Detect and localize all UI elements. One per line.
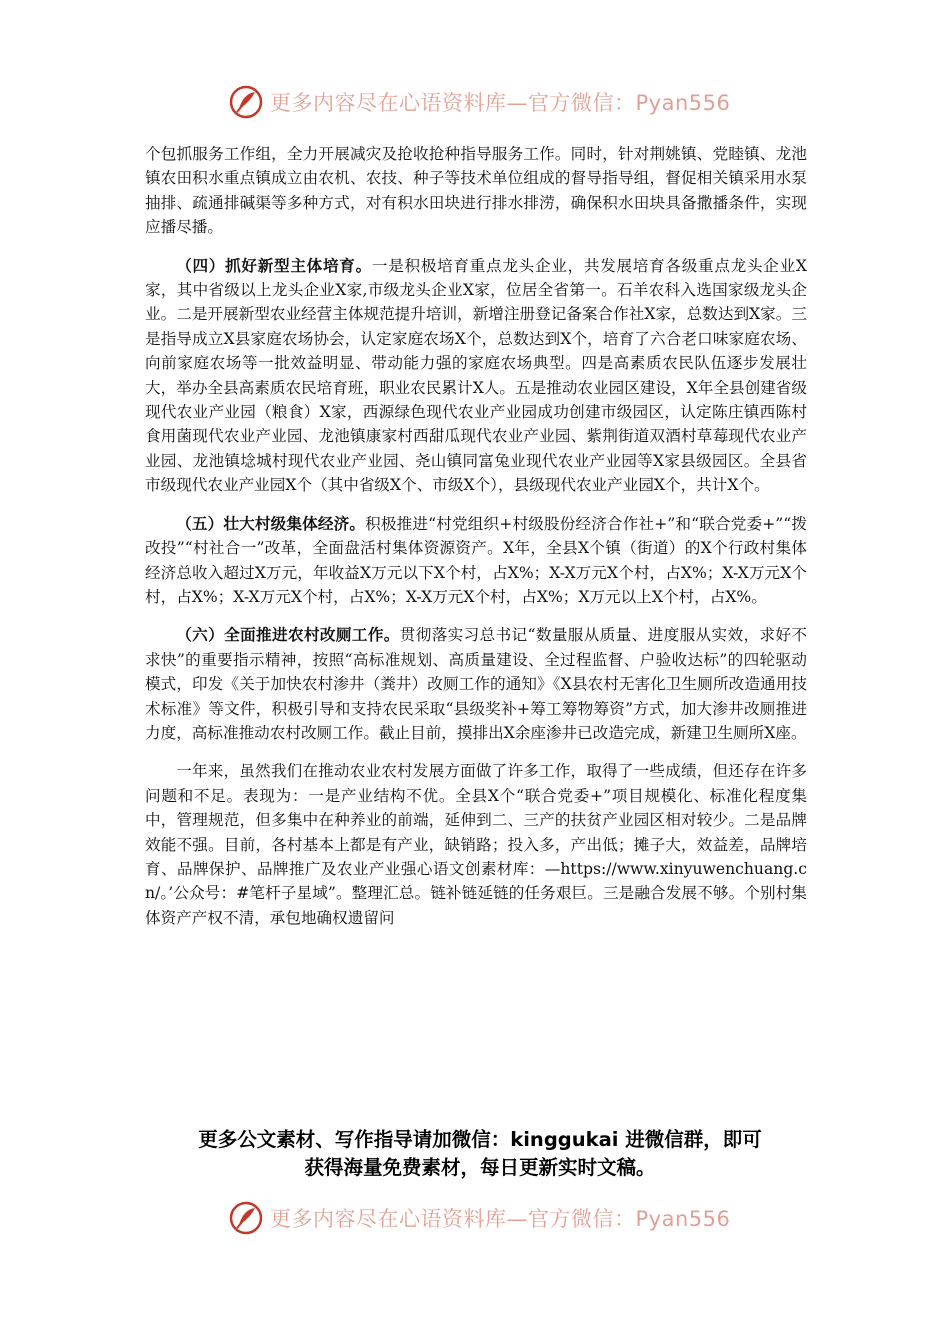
- footer-banner: [228, 1198, 748, 1238]
- footer-banner-text: 更多内容尽在心语资料库—官方微信：Pyan556: [270, 1207, 731, 1231]
- paragraph-2: [145, 254, 807, 498]
- paragraph-4-body: 贯彻落实习总书记“数量服从质量、进度服从实效，求好不求快”的重要指示精神，按照“高标准规划、高质量建设、全过程监督、户验收达标”的四轮驱动模式，印发《关于加快农村渗井（粪井）改厕工作的通知》《X县农村无害化卫生厕所改造通用技术标准》等文件，积极引导和支持农民采取“县级奖补+筹工筹物筹资”方式，加大渗井改厕推进力度，高标准推动农村改厕工作。截止目前，摸排出X余座渗井已改造完成，新建卫生厕所X座。: [145, 626, 807, 742]
- section-heading-6: （六）全面推进农村改厕工作。: [176, 625, 400, 645]
- paragraph-3: [145, 512, 807, 610]
- paragraph-1: [145, 142, 807, 240]
- paragraph-3-body: 积极推进“村党组织+村级股份经济合作社+”和“联合党委+”“拨改投”“村社合一”改革，全面盘活村集体资源资产。X年，全县X个镇（街道）的X个行政村集体经济总收入超过X万元，年收益X万元以下X个村，占X%；X-X万元X个村，占X%；X-X万元X个村，占X%；X-X万元X个村，占X%；X-X万元X个村，占X%；X万元以上X个村，占X%。: [145, 514, 807, 606]
- promo-line-1: 更多公文素材、写作指导请加微信：kinggukai 进微信群，即可: [198, 1128, 762, 1151]
- promo-notice: [140, 1126, 820, 1182]
- section-heading-4: （四）抓好新型主体培育。: [176, 255, 372, 275]
- paragraph-5-body: 一年来，虽然我们在推动农业农村发展方面做了许多工作，取得了一些成绩，但还存在许多问题和不足。表现为：一是产业结构不优。全县X个“联合党委+”项目规模化、标准化程度集中，管理规范，但多集中在种养业的前端，延伸到二、三产的扶贫产业园区相对较少。二是品牌效能不强。目前，各村基本上都是有产业，缺销路；投入多，产出低；摊子大，效益差，品牌培育、品牌保护、品牌推广及农业产业强心语文创素材库：—https://www.xinyuwenchuang.cn/。’公众号：#笔杆子星域”。整理汇总。链补链延链的任务艰巨。三是融合发展不够。个别村集体资产产权不清，承包地确权遗留问: [145, 762, 807, 927]
- paragraph-4: [145, 623, 807, 745]
- document-body: [145, 142, 807, 944]
- promo-line-2: 获得海量免费素材，每日更新实时文稿。: [304, 1156, 656, 1179]
- paragraph-5: [145, 759, 807, 930]
- header-banner-text: 更多内容尽在心语资料库—官方微信：Pyan556: [270, 91, 731, 115]
- section-heading-5: （五）壮大村级集体经济。: [176, 513, 366, 533]
- header-banner: [228, 82, 748, 122]
- paragraph-1-body: 个包抓服务工作组，全力开展减灾及抢收抢种指导服务工作。同时，针对荆姚镇、党睦镇、龙池镇农田积水重点镇成立由农机、农技、种子等技术单位组成的督导指导组，督促相关镇采用水泵抽排、疏通排碱渠等多种方式，对有积水田块进行排水排涝，确保积水田块具备撒播条件，实现应播尽播。: [145, 145, 807, 237]
- paragraph-2-body: 一是积极培育重点龙头企业，共发展培育各级重点龙头企业X家，其中省级以上龙头企业X家,市级龙头企业X家，位居全省第一。石羊农科入选国家级龙头企业。二是开展新型农业经营主体规范提升培训，新增注册登记备案合作社X家，总数达到X家。三是指导成立X县家庭农场协会，认定家庭农场X个，总数达到X个，培育了六合老口味家庭农场、向前家庭农场等一批效益明显、带动能力强的家庭农场典型。四是高素质农民队伍逐步发展壮大，举办全县高素质农民培育班，职业农民累计X人。五是推动农业园区建设，X年全县创建省级现代农业产业园（粮食）X家，西源绿色现代农业产业园成功创建市级园区，认定陈庄镇西陈村食用菌现代农业产业园、龙池镇康家村西甜瓜现代农业产业园、紫荆街道双酒村草莓现代农业产业园、龙池镇埝城村现代农业产业园、尧山镇同富兔业现代农业产业园等X家县级园区。全县省市级现代农业产业园X个（其中省级X个、市级X个），县级现代农业产业园X个，共计X个。: [145, 256, 807, 495]
- pen-logo-icon: [228, 1200, 264, 1236]
- pen-logo-icon: [228, 84, 264, 120]
